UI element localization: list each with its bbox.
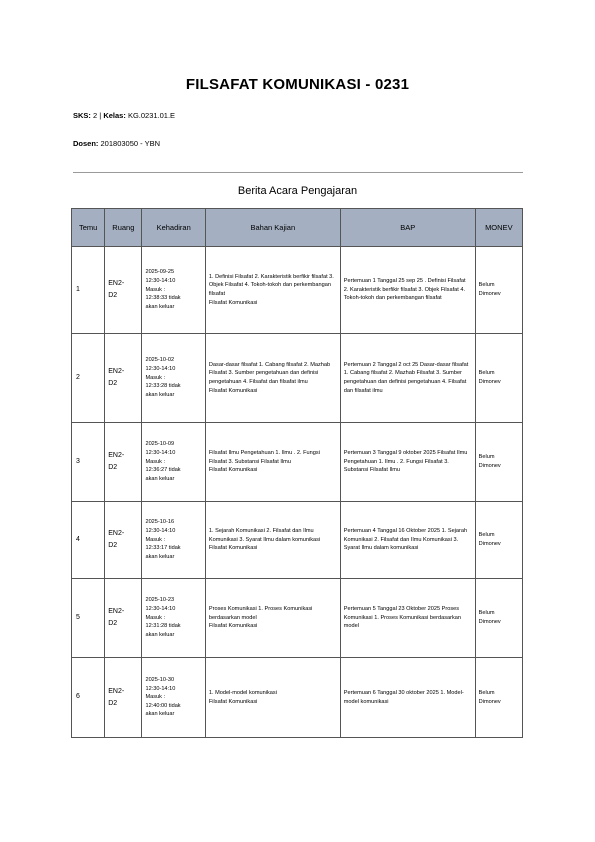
cell-kehadiran: 2025-10-30 12:30-14:10 Masuk : 12:40:00 tidak akan keluar xyxy=(142,658,205,738)
cell-bahan-kajian: 1. Definisi Filsafat 2. Karakteristik berfikir filsafat 3. Objek Filsafat 4. Tokoh-tokoh dan perkembangan filsafat Filsafat Komunikasi xyxy=(205,247,340,334)
cell-bahan-kajian: 1. Sejarah Komunikasi 2. Filsafat dan Ilmu Komunikasi 3. Syarat Ilmu dalam komunikasi Filsafat Komunikasi xyxy=(205,502,340,579)
sks-label: SKS: xyxy=(73,111,91,120)
cell-temu: 1 xyxy=(72,247,105,334)
dosen-label: Dosen: xyxy=(73,139,99,148)
cell-bap: Pertemuan 1 Tanggal 25 sep 25 . Definisi Filsafat 2. Karakteristik berfikir filsafat 3. Objek Filsafat 4. Tokoh-tokoh dan perkembangan filsafat xyxy=(340,247,475,334)
cell-temu: 6 xyxy=(72,658,105,738)
cell-ruang: EN2- D2 xyxy=(105,579,142,658)
cell-monev: Belum Dimonev xyxy=(475,334,522,423)
cell-temu: 5 xyxy=(72,579,105,658)
separator: | xyxy=(99,111,102,120)
header-bap: BAP xyxy=(340,209,475,247)
kelas-value: KG.0231.01.E xyxy=(127,111,176,120)
cell-bahan-kajian: 1. Model-model komunikasi Filsafat Komunikasi xyxy=(205,658,340,738)
cell-monev: Belum Dimonev xyxy=(475,423,522,502)
cell-kehadiran: 2025-10-02 12:30-14:10 Masuk : 12:33:28 tidak akan keluar xyxy=(142,334,205,423)
sks-value: 2 xyxy=(93,111,98,120)
page-title: FILSAFAT KOMUNIKASI - 0231 xyxy=(185,76,410,93)
cell-temu: 2 xyxy=(72,334,105,423)
table-row xyxy=(72,658,523,738)
cell-bahan-kajian: Filsafat Ilmu Pengetahuan 1. Ilmu . 2. Fungsi Filsafat 3. Substansi Filsafat Ilmu Filsafat Komunikasi xyxy=(205,423,340,502)
cell-monev: Belum Dimonev xyxy=(475,247,522,334)
table-row xyxy=(72,502,523,579)
cell-ruang: EN2- D2 xyxy=(105,423,142,502)
cell-kehadiran: 2025-10-23 12:30-14:10 Masuk : 12:31:28 tidak akan keluar xyxy=(142,579,205,658)
table-row xyxy=(72,334,523,423)
cell-bap: Pertemuan 4 Tanggal 16 Oktober 2025 1. Sejarah Komunikasi 2. Filsafat dan Ilmu Komunikasi 3. Syarat Ilmu dalam komunikasi xyxy=(340,502,475,579)
bap-table xyxy=(71,208,523,738)
cell-bap: Pertemuan 5 Tanggal 23 Oktober 2025 Proses Komunikasi 1. Proses Komunikasi berdasarkan model xyxy=(340,579,475,658)
cell-monev: Belum Dimonev xyxy=(475,579,522,658)
table-row xyxy=(72,247,523,334)
cell-kehadiran: 2025-10-16 12:30-14:10 Masuk : 12:33:17 tidak akan keluar xyxy=(142,502,205,579)
header-monev: MONEV xyxy=(475,209,522,247)
table-row xyxy=(72,423,523,502)
header-bahan-kajian: Bahan Kajian xyxy=(205,209,340,247)
cell-ruang: EN2- D2 xyxy=(105,247,142,334)
table-header-row xyxy=(72,209,523,247)
cell-ruang: EN2- D2 xyxy=(105,334,142,423)
divider xyxy=(73,172,523,173)
cell-bap: Pertemuan 2 Tanggal 2 oct 25 Dasar-dasar filsafat 1. Cabang filsafat 2. Mazhab Filsafat 3. Sumber pengetahuan dan definisi pengetahuan 4. Filsafat dan filsafat ilmu xyxy=(340,334,475,423)
cell-ruang: EN2- D2 xyxy=(105,658,142,738)
cell-monev: Belum Dimonev xyxy=(475,658,522,738)
section-title: Berita Acara Pengajaran xyxy=(237,185,358,197)
header-kehadiran: Kehadiran xyxy=(142,209,205,247)
cell-bap: Pertemuan 3 Tanggal 9 oktober 2025 Filsafat Ilmu Pengetahuan 1. Ilmu . 2. Fungsi Filsafat 3. Substansi Filsafat Ilmu xyxy=(340,423,475,502)
cell-bap: Pertemuan 6 Tanggal 30 oktober 2025 1. Model-model komunikasi xyxy=(340,658,475,738)
cell-kehadiran: 2025-09-25 12:30-14:10 Masuk : 12:38:33 tidak akan keluar xyxy=(142,247,205,334)
cell-temu: 4 xyxy=(72,502,105,579)
cell-kehadiran: 2025-10-09 12:30-14:10 Masuk : 12:36:27 tidak akan keluar xyxy=(142,423,205,502)
cell-ruang: EN2- D2 xyxy=(105,502,142,579)
lecturer-info-line xyxy=(73,139,160,148)
cell-bahan-kajian: Proses Komunikasi 1. Proses Komunikasi berdasarkan model Filsafat Komunikasi xyxy=(205,579,340,658)
kelas-label: Kelas: xyxy=(103,111,126,120)
cell-temu: 3 xyxy=(72,423,105,502)
header-temu: Temu xyxy=(72,209,105,247)
course-info-line xyxy=(73,111,175,120)
dosen-value: 201803050 - YBN xyxy=(100,139,161,148)
header-ruang: Ruang xyxy=(105,209,142,247)
cell-bahan-kajian: Dasar-dasar filsafat 1. Cabang filsafat 2. Mazhab Filsafat 3. Sumber pengetahuan dan definisi pengetahuan 4. Filsafat dan filsafat ilmu Filsafat Komunikasi xyxy=(205,334,340,423)
cell-monev: Belum Dimonev xyxy=(475,502,522,579)
table-row xyxy=(72,579,523,658)
